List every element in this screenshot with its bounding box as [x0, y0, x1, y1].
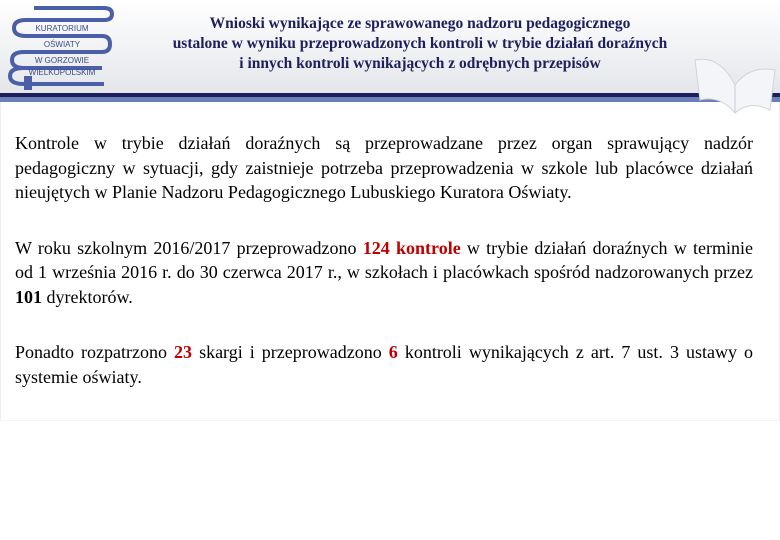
- title-line-2: ustalone w wyniku przeprowadzonych kontroli w trybie działań doraźnych: [172, 35, 668, 52]
- svg-text:W GORZOWIE: W GORZOWIE: [34, 56, 90, 65]
- text: W roku szkolnym 2016/2017 przeprowadzono: [15, 237, 363, 258]
- kuratorium-logo: [4, 4, 122, 90]
- text: Ponadto rozpatrzono: [15, 342, 175, 362]
- body-text: [15, 131, 753, 420]
- text: skargi i przeprowadzono: [192, 342, 389, 362]
- highlight-complaints-count: 23: [174, 342, 193, 362]
- svg-text:WIELKOPOLSKIM: WIELKOPOLSKIM: [28, 68, 96, 77]
- title-line-1: Wnioski wynikające ze sprawowanego nadzoru pedagogicznego: [209, 15, 631, 32]
- text: dyrektorów.: [42, 286, 133, 307]
- paragraph-complaints: [15, 340, 753, 389]
- highlight-art7-count: 6: [388, 342, 398, 362]
- page-title: [120, 14, 720, 74]
- title-line-3: i innych kontroli wynikających z odrębnych przepisów: [239, 55, 601, 72]
- text: w trybie działań doraźnych w terminie od 1 września 2016 r. do 30 czerwca 2017 r., w szkołach i placówkach spośród nadzorowanych przez: [15, 237, 753, 282]
- paragraph-definition: Kontrole w trybie działań doraźnych są przeprowadzane przez organ sprawujący nadzór pedagogiczny w sytuacji, gdy zaistnieje potrzeba przeprowadzenia w szkole lub placówce działań nieujętych w Planie Nadzoru Pedagogicznego Lubuskiego Kuratora Oświaty.: [15, 133, 753, 202]
- text: kontroli wynikających z art. 7 ust. 3 ustawy o systemie oświaty.: [15, 342, 754, 387]
- svg-text:OŚWIATY: OŚWIATY: [43, 40, 81, 49]
- highlight-inspections-count: 124 kontrole: [362, 237, 461, 258]
- svg-text:KURATORIUM: KURATORIUM: [35, 24, 89, 33]
- directors-count: 101: [15, 286, 42, 307]
- paragraph-statistics: [15, 236, 753, 310]
